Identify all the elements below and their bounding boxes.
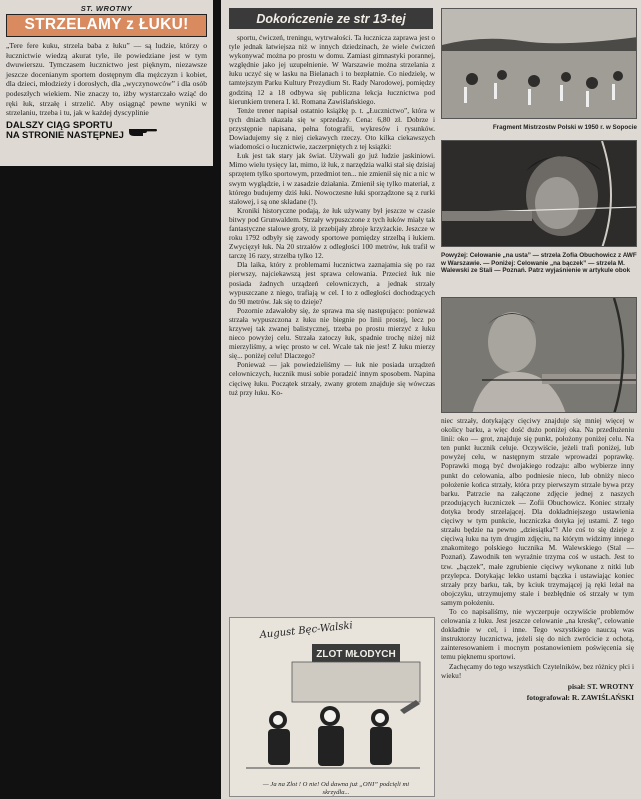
photo-walewski bbox=[441, 297, 637, 413]
cartoon-drawing bbox=[230, 618, 436, 783]
paragraph: Łuk jest tak stary jak świat. Używali go już ludzie jaskiniowi. Mimo wielu tysięcy lat, mimo, iż łuk, z narzędzia walki stał się dzisiaj sprzętem tylko sportowym, przedmiot ten... nie zmienił się nic a nic w swym wyglądzie, i w zasadzie działania. Zmienił się tylko materiał, z którego budujemy dziś łuki. Nowoczesne łuki sporządzone są z rurki stalowej, i są one składane (!). bbox=[229, 151, 435, 206]
field-photo-drawing bbox=[442, 9, 637, 119]
cartoon-banner: ZLOT MŁODYCH bbox=[316, 649, 396, 660]
sidebar-kicker: ST. WROTNY bbox=[80, 4, 133, 13]
photo-caption-1: Fragment Mistrzostw Polski w 1950 r. w Sopocie bbox=[492, 124, 637, 131]
article-column-2 bbox=[441, 416, 634, 703]
photo-obuchowicz bbox=[441, 140, 637, 247]
photo-championship-field bbox=[441, 8, 637, 119]
article-continuation bbox=[221, 0, 641, 799]
cartoon bbox=[229, 617, 435, 797]
paragraph: Pozornie zdawałoby się, że sprawa ma się następująco: ponieważ strzała wypuszczona z łuku nie biegnie po linii prostej, lecz po krzywej tak zwanej balistycznej, trzeba po prostu mierzyć z łuku nieco powyżej celu. Strzała zatoczy łuk, spadnie trochę niżej niż mierzyliśmy, a więc prosto w cel. Wcale tak nie jest! Z łuku mierzy się... poniżej celu! Dlaczego? bbox=[229, 305, 435, 361]
paragraph: To co napisaliśmy, nie wyczerpuje oczywiście problemów celowania z łuku. Jest jeszcze celowanie „na kreskę”, celowanie dokładnie w cel, i inne. Tego wszystkiego nauczą was instruktorzy łucznictwa, jeżeli się do nich zwrócicie z ochotą, zainteresowaniem i mocnym postanowieniem poświęcenia się temu pięknemu sportowi. bbox=[441, 606, 634, 662]
continued-line-1: DALSZY CIĄG SPORTU bbox=[6, 119, 113, 131]
photo-caption-2: Powyżej: Celowanie „na usta” — strzela Zofia Obuchowicz z AWF w Warszawie. — Poniżej: Celowanie „na bączek” — strzela M. Walewski ze Stali — Poznań. Patrz wyjaśnienie w artykule obok bbox=[441, 252, 637, 274]
pointing-hand-icon bbox=[128, 124, 158, 138]
continued-notice bbox=[6, 121, 207, 141]
walewski-photo-drawing bbox=[442, 298, 637, 413]
obuchowicz-photo-drawing bbox=[442, 141, 637, 247]
sidebar-body: „Tere fere kuku, strzela baba z łuku” — są ludzie, którzy o łucznictwie wiedzą akurat tyle, ile powiedziane jest w tym dwuwierszu. Tymczasem łucznictwo jest pięknym, niezawsze jeszcze docenianym sportem dostępnym dla mężczyzn i kobiet, dla dzieci, młodzieży i dorosłych, dla „wyczynowców” i dla osób podeszłych wiekiem. Nie znaczy to, iżby wystarczało wziąć do ręki łuk, strzałę i strzelić. Aby osiągnąć pewne wyniki w strzelaniu, trzeba i tu, jak w każdej dyscyplinie bbox=[6, 41, 207, 118]
cartoon-signature: August Bęc-Walski bbox=[259, 620, 354, 641]
paragraph: sportu, ćwiczeń, treningu, wytrwałości. Ta łucznicza zaprawa jest o tyle jednak łatwiejsza niż w innych dziedzinach, że wiele ćwiczeń wykonywać można po prostu w domu. Zamiast gimnastyki porannej, względnie jako jej uzupełnienie. W Warszawie można strzelania z łuku uczyć się w lasku na Bielanach i to bezpłatnie. Co niedzielę, w tamtejszym Parku Kultury Prezydium St. Rady Narodowej, pomiędzy godziną 12 a 18 odbywa się publiczna lekcja łucznictwa pod kierunkiem trenera I. kl. Romana Zawiślańskiego. bbox=[229, 33, 435, 106]
cartoon-caption: — Ja na Zlot ! O nie! Od dawna już „ONI” podcięli mi skrzydła... bbox=[262, 781, 410, 796]
sidebar-clipping bbox=[0, 0, 213, 166]
photographer-signature: fotografował: R. ZAWIŚLAŃSKI bbox=[526, 693, 634, 703]
author-signature: pisał: ST. WROTNY bbox=[567, 681, 634, 691]
sidebar-headline: STRZELAMY z ŁUKU! bbox=[6, 14, 207, 37]
continued-label bbox=[6, 121, 124, 141]
continued-line-2: NA STRONIE NASTĘPNEJ bbox=[6, 129, 124, 141]
paragraph: Tenże trener napisał ostatnio książkę p. t. „Łucznictwo”, która w tych dniach ukazała się w sprzedaży. Cena: 6,80 zł. Dobrze i przystępnie napisana, pełna fotografii, wykresów i rysunków. Dowiadujemy się z niej ciekawych rzeczy. Oto kilka ciekawszych wiadomości o łucznictwie, zaczerpniętych z tej książki: bbox=[229, 105, 435, 152]
continuation-banner: Dokończenie ze str 13-tej bbox=[229, 8, 433, 29]
article-column-1 bbox=[229, 33, 435, 397]
paragraph: niec strzały, dotykający cięciwy znajduje się mniej więcej w okolicy barku, a więc dość dużo poniżej oka. Na przedłużeniu linii: oko — grot, znajduje się punkt, położony poniżej celu. Na ten punkt łucznik celuje. Oczywiście, jeżeli trafi poniżej, lub powyżej celu, w następnym strzale wprowadzi poprawkę. Poprawki mogą być dwojakiego rodzaju: albo wybierze inny punkt do celowania, albo podniesie nieco, lub obniży nieco położenie końca strzały, która przy pierwszym strzale bywa przy barku. Patrzcie na załączone zdjęcie jednej z naszych przodujących łuczniczek — Zofii Obuchowicz. Koniec strzały dotyka brody strzelającej. Dla dokładniejszego ustawienia cięciwy w tym punkcie, łuczniczka dotyka jej ustami. Z tego strzału będzie na pewno „dziesiątka”! Ale coś to się dzieje z cięciwą łuku na tym drugim zdjęciu, na którym widzimy innego znakomitego polskiego łucznika M. Walewskiego (Stal — Poznań). Zawodnik ten wyraźnie trzyma coś w ustach. Jest to tzw. „bączek”, małe zgrubienie cięciwy wykonane z nitki lub przylepca. Dotykając lekko ustami bączka i ustawiając koniec strzały przy barku, tak, by kciuk trzymającej ją ręki leżał na obojczyku, utrzymujemy stale i bezbłędnie oś strzały w tym samym położeniu. bbox=[441, 416, 634, 607]
paragraph: Ponieważ — jak powiedzieliśmy — łuk nie posiada urządzeń celowniczych, łucznik musi sobie poradzić innym sposobem. Napina cięciwę łuku. Początek strzały, zwany grotem znajduje się wówczas tuż przy łuku. Ko- bbox=[229, 360, 435, 397]
paragraph: Zachęcamy do tego wszystkich Czytelników, bez różnicy płci i wieku! bbox=[441, 661, 634, 680]
paragraph: Kroniki historyczne podają, że łuk używany był jeszcze w czasie bitwy pod Grunwaldem. Strzały wypuszczone z tych łuków miały tak fantastyczne stalowe groty, iż przebijały zbroje krzyżackie. Jeszcze w roku 1792 odbyły się zawody sportowe pomiędzy strzelbą i łukiem. Zwycięzył łuk. Na 20 strzałów z odległości 100 metrów, łuk trafił w tarczę 16 razy, strzelba tylko 12. bbox=[229, 205, 435, 261]
paragraph: Dla laika, który z problemami łucznictwa zaznajamia się po raz pierwszy, najciekawszą jest sprawa celowania. Przecież łuk nie posiada żadnych urządzeń celowniczych, a jednak strzały wypuszczane z niego, trafiają w cel. I to z odległości dochodzących do 90 metrów. Jak się to dzieje? bbox=[229, 260, 435, 306]
